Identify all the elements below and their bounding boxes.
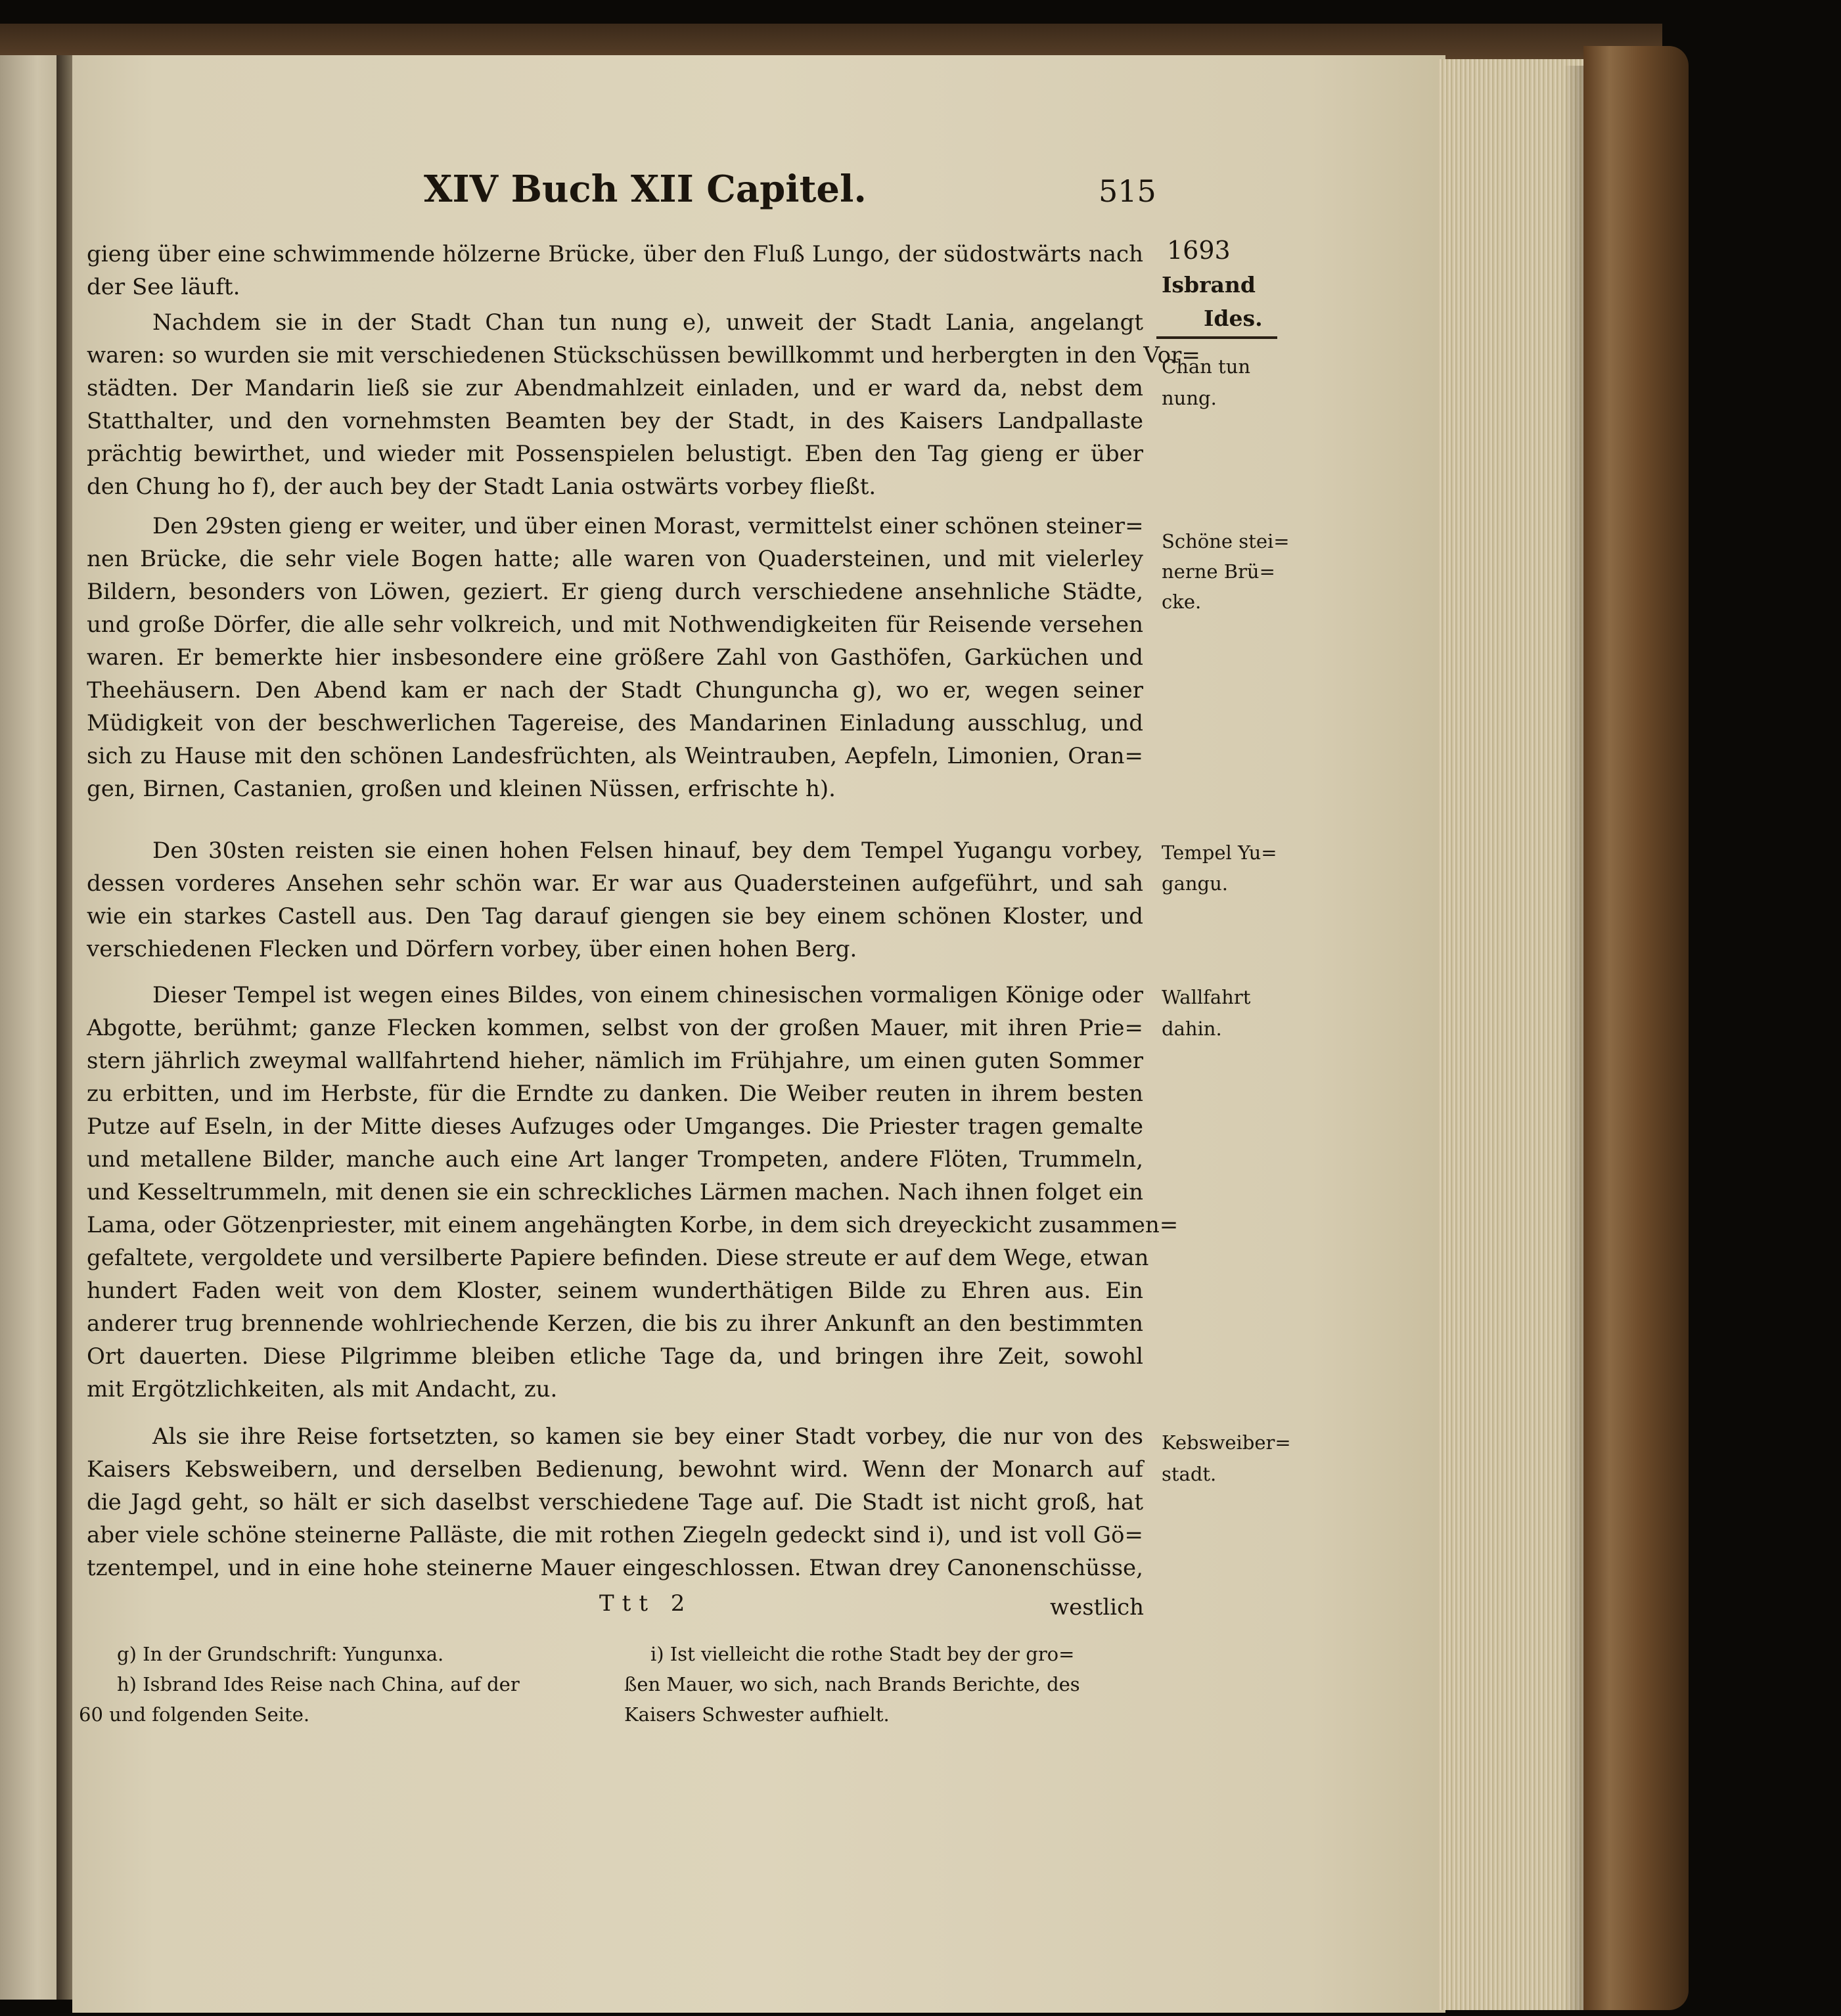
text-line: Abgotte, berühmt; ganze Flecken kommen, selbst von der großen Mauer, mit ihren Prie= [87, 1015, 1143, 1041]
text-line: Den 30sten reisten sie einen hohen Felsen hinauf, bey dem Tempel Yugangu vorbey, [152, 838, 1143, 864]
text-line: zu erbitten, und im Herbste, für die Erndte zu danken. Die Weiber reuten in ihrem besten [87, 1081, 1143, 1107]
footnote-i: i) Ist vielleicht die rothe Stadt bey der gro= [650, 1643, 1075, 1665]
text-line: verschiedenen Flecken und Dörfern vorbey, über einen hohen Berg. [87, 936, 857, 962]
margin-person: Isbrand [1162, 272, 1256, 298]
text-line: und metallene Bilder, manche auch eine Art langer Trompeten, andere Flöten, Trummeln, [87, 1146, 1143, 1173]
text-line: Ort dauerten. Diese Pilgrimme bleiben etliche Tage da, und bringen ihre Zeit, sowohl [87, 1343, 1143, 1370]
page-number: 515 [1099, 173, 1156, 209]
margin-note-kebsweiber: Kebsweiber= [1162, 1431, 1291, 1454]
text-line: stern jährlich zweymal wallfahrtend hieher, nämlich im Frühjahre, um einen guten Sommer [87, 1048, 1143, 1074]
leather-cover-edge [1583, 46, 1689, 2010]
page-edges [1439, 59, 1583, 2010]
text-line: gefaltete, vergoldete und versilberte Papiere befinden. Diese streute er auf dem Wege, etwan [87, 1245, 1149, 1271]
margin-note-kebsweiber-2: stadt. [1162, 1463, 1217, 1485]
text-line: mit Ergötzlichkeiten, als mit Andacht, zu. [87, 1376, 558, 1402]
text-line: nen Brücke, die sehr viele Bogen hatte; alle waren von Quadersteinen, und mit vielerley [87, 546, 1143, 572]
text-line: Dieser Tempel ist wegen eines Bildes, von einem chinesischen vormaligen Könige oder [152, 982, 1143, 1008]
text-line: waren: so wurden sie mit verschiedenen Stückschüssen bewillkommt und herbergten in den Vor= [87, 342, 1200, 369]
margin-person-2: Ides. [1204, 305, 1263, 331]
text-line: der See läuft. [87, 274, 240, 300]
text-line: Nachdem sie in der Stadt Chan tun nung e), unweit der Stadt Lania, angelangt [152, 309, 1143, 336]
footnote-g: g) In der Grundschrift: Yungunxa. [117, 1643, 444, 1665]
text-line: Den 29sten gieng er weiter, und über einen Morast, vermittelst einer schönen steiner= [152, 513, 1144, 539]
margin-note-bruecke: Schöne stei= [1162, 530, 1290, 552]
text-line: Theehäusern. Den Abend kam er nach der Stadt Chunguncha g), wo er, wegen seiner [87, 677, 1143, 704]
text-line: hundert Faden weit von dem Kloster, seinem wunderthätigen Bilde zu Ehren aus. Ein [87, 1278, 1143, 1304]
margin-year: 1693 [1167, 236, 1231, 265]
margin-note-tempel: Tempel Yu= [1162, 841, 1277, 864]
footnote-i-cont-2: Kaisers Schwester aufhielt. [624, 1703, 890, 1726]
text-line: städten. Der Mandarin ließ sie zur Abendmahlzeit einladen, und er ward da, nebst dem [87, 375, 1143, 401]
text-line: und große Dörfer, die alle sehr volkreich, und mit Nothwendigkeiten für Reisende versehen [87, 612, 1143, 638]
catchword: westlich [1050, 1594, 1145, 1621]
text-line: dessen vorderes Ansehen sehr schön war. Er war aus Quadersteinen aufgeführt, und sah [87, 870, 1143, 897]
text-line: und Kesseltrummeln, mit denen sie ein schreckliches Lärmen machen. Nach ihnen folget ein [87, 1179, 1143, 1205]
text-line: Kaisers Kebsweibern, und derselben Bedienung, bewohnt wird. Wenn der Monarch auf [87, 1456, 1143, 1483]
margin-note-tempel-2: gangu. [1162, 872, 1228, 895]
text-line: gen, Birnen, Castanien, großen und kleinen Nüssen, erfrischte h). [87, 776, 836, 802]
text-line: Müdigkeit von der beschwerlichen Tagereise, des Mandarinen Einladung ausschlug, und [87, 710, 1143, 736]
text-line: die Jagd geht, so hält er sich daselbst verschiedene Tage auf. Die Stadt ist nicht groß, hat [87, 1489, 1143, 1515]
text-line: waren. Er bemerkte hier insbesondere eine größere Zahl von Gasthöfen, Garküchen und [87, 644, 1143, 671]
text-line: anderer trug brennende wohlriechende Kerzen, die bis zu ihrer Ankunft an den bestimmten [87, 1310, 1143, 1337]
text-line: den Chung ho f), der auch bey der Stadt Lania ostwärts vorbey fließt. [87, 474, 876, 500]
text-line: Lama, oder Götzenpriester, mit einem angehängten Korbe, in dem sich dreyeckicht zusammen= [87, 1212, 1179, 1238]
margin-note-chan-tun-nung: Chan tun [1162, 355, 1251, 378]
text-line: wie ein starkes Castell aus. Den Tag darauf giengen sie bey einem schönen Kloster, und [87, 903, 1143, 930]
text-line: Als sie ihre Reise fortsetzten, so kamen sie bey einer Stadt vorbey, die nur von des [152, 1423, 1143, 1450]
text-line: sich zu Hause mit den schönen Landesfrüchten, als Weintrauben, Aepfeln, Limonien, Oran= [87, 743, 1143, 769]
text-line: gieng über eine schwimmende hölzerne Brücke, über den Fluß Lungo, der südostwärts nach [87, 241, 1143, 267]
margin-note-chan-tun-nung-2: nung. [1162, 387, 1217, 409]
footnote-i-cont: ßen Mauer, wo sich, nach Brands Berichte, des [624, 1673, 1080, 1695]
margin-note-wallfahrt-2: dahin. [1162, 1018, 1222, 1040]
margin-rule [1156, 336, 1277, 339]
footnote-h: h) Isbrand Ides Reise nach China, auf der [117, 1673, 520, 1695]
margin-note-bruecke-2: nerne Brü= [1162, 560, 1275, 583]
text-line: aber viele schöne steinerne Palläste, die mit rothen Ziegeln gedeckt sind i), und ist voll Gö= [87, 1522, 1143, 1548]
running-head: XIV Buch XII Capitel. [424, 168, 867, 211]
footnote-h-cont: 60 und folgenden Seite. [79, 1703, 310, 1726]
text-line: Bildern, besonders von Löwen, geziert. Er gieng durch verschiedene ansehnliche Städte, [87, 579, 1143, 605]
text-line: prächtig bewirthet, und wieder mit Possenspielen belustigt. Eben den Tag gieng er über [87, 441, 1143, 467]
text-line: Putze auf Eseln, in der Mitte dieses Aufzuges oder Umganges. Die Priester tragen gemalte [87, 1113, 1143, 1140]
margin-note-wallfahrt: Wallfahrt [1162, 986, 1251, 1008]
margin-note-bruecke-3: cke. [1162, 591, 1202, 613]
text-line: tzentempel, und in eine hohe steinerne Mauer eingeschlossen. Etwan drey Canonenschüsse, [87, 1555, 1143, 1581]
text-line: Statthalter, und den vornehmsten Beamten bey der Stadt, in des Kaisers Landpallaste [87, 408, 1143, 434]
signature-mark: Ttt 2 [599, 1590, 693, 1617]
left-page-edge [0, 55, 62, 2000]
